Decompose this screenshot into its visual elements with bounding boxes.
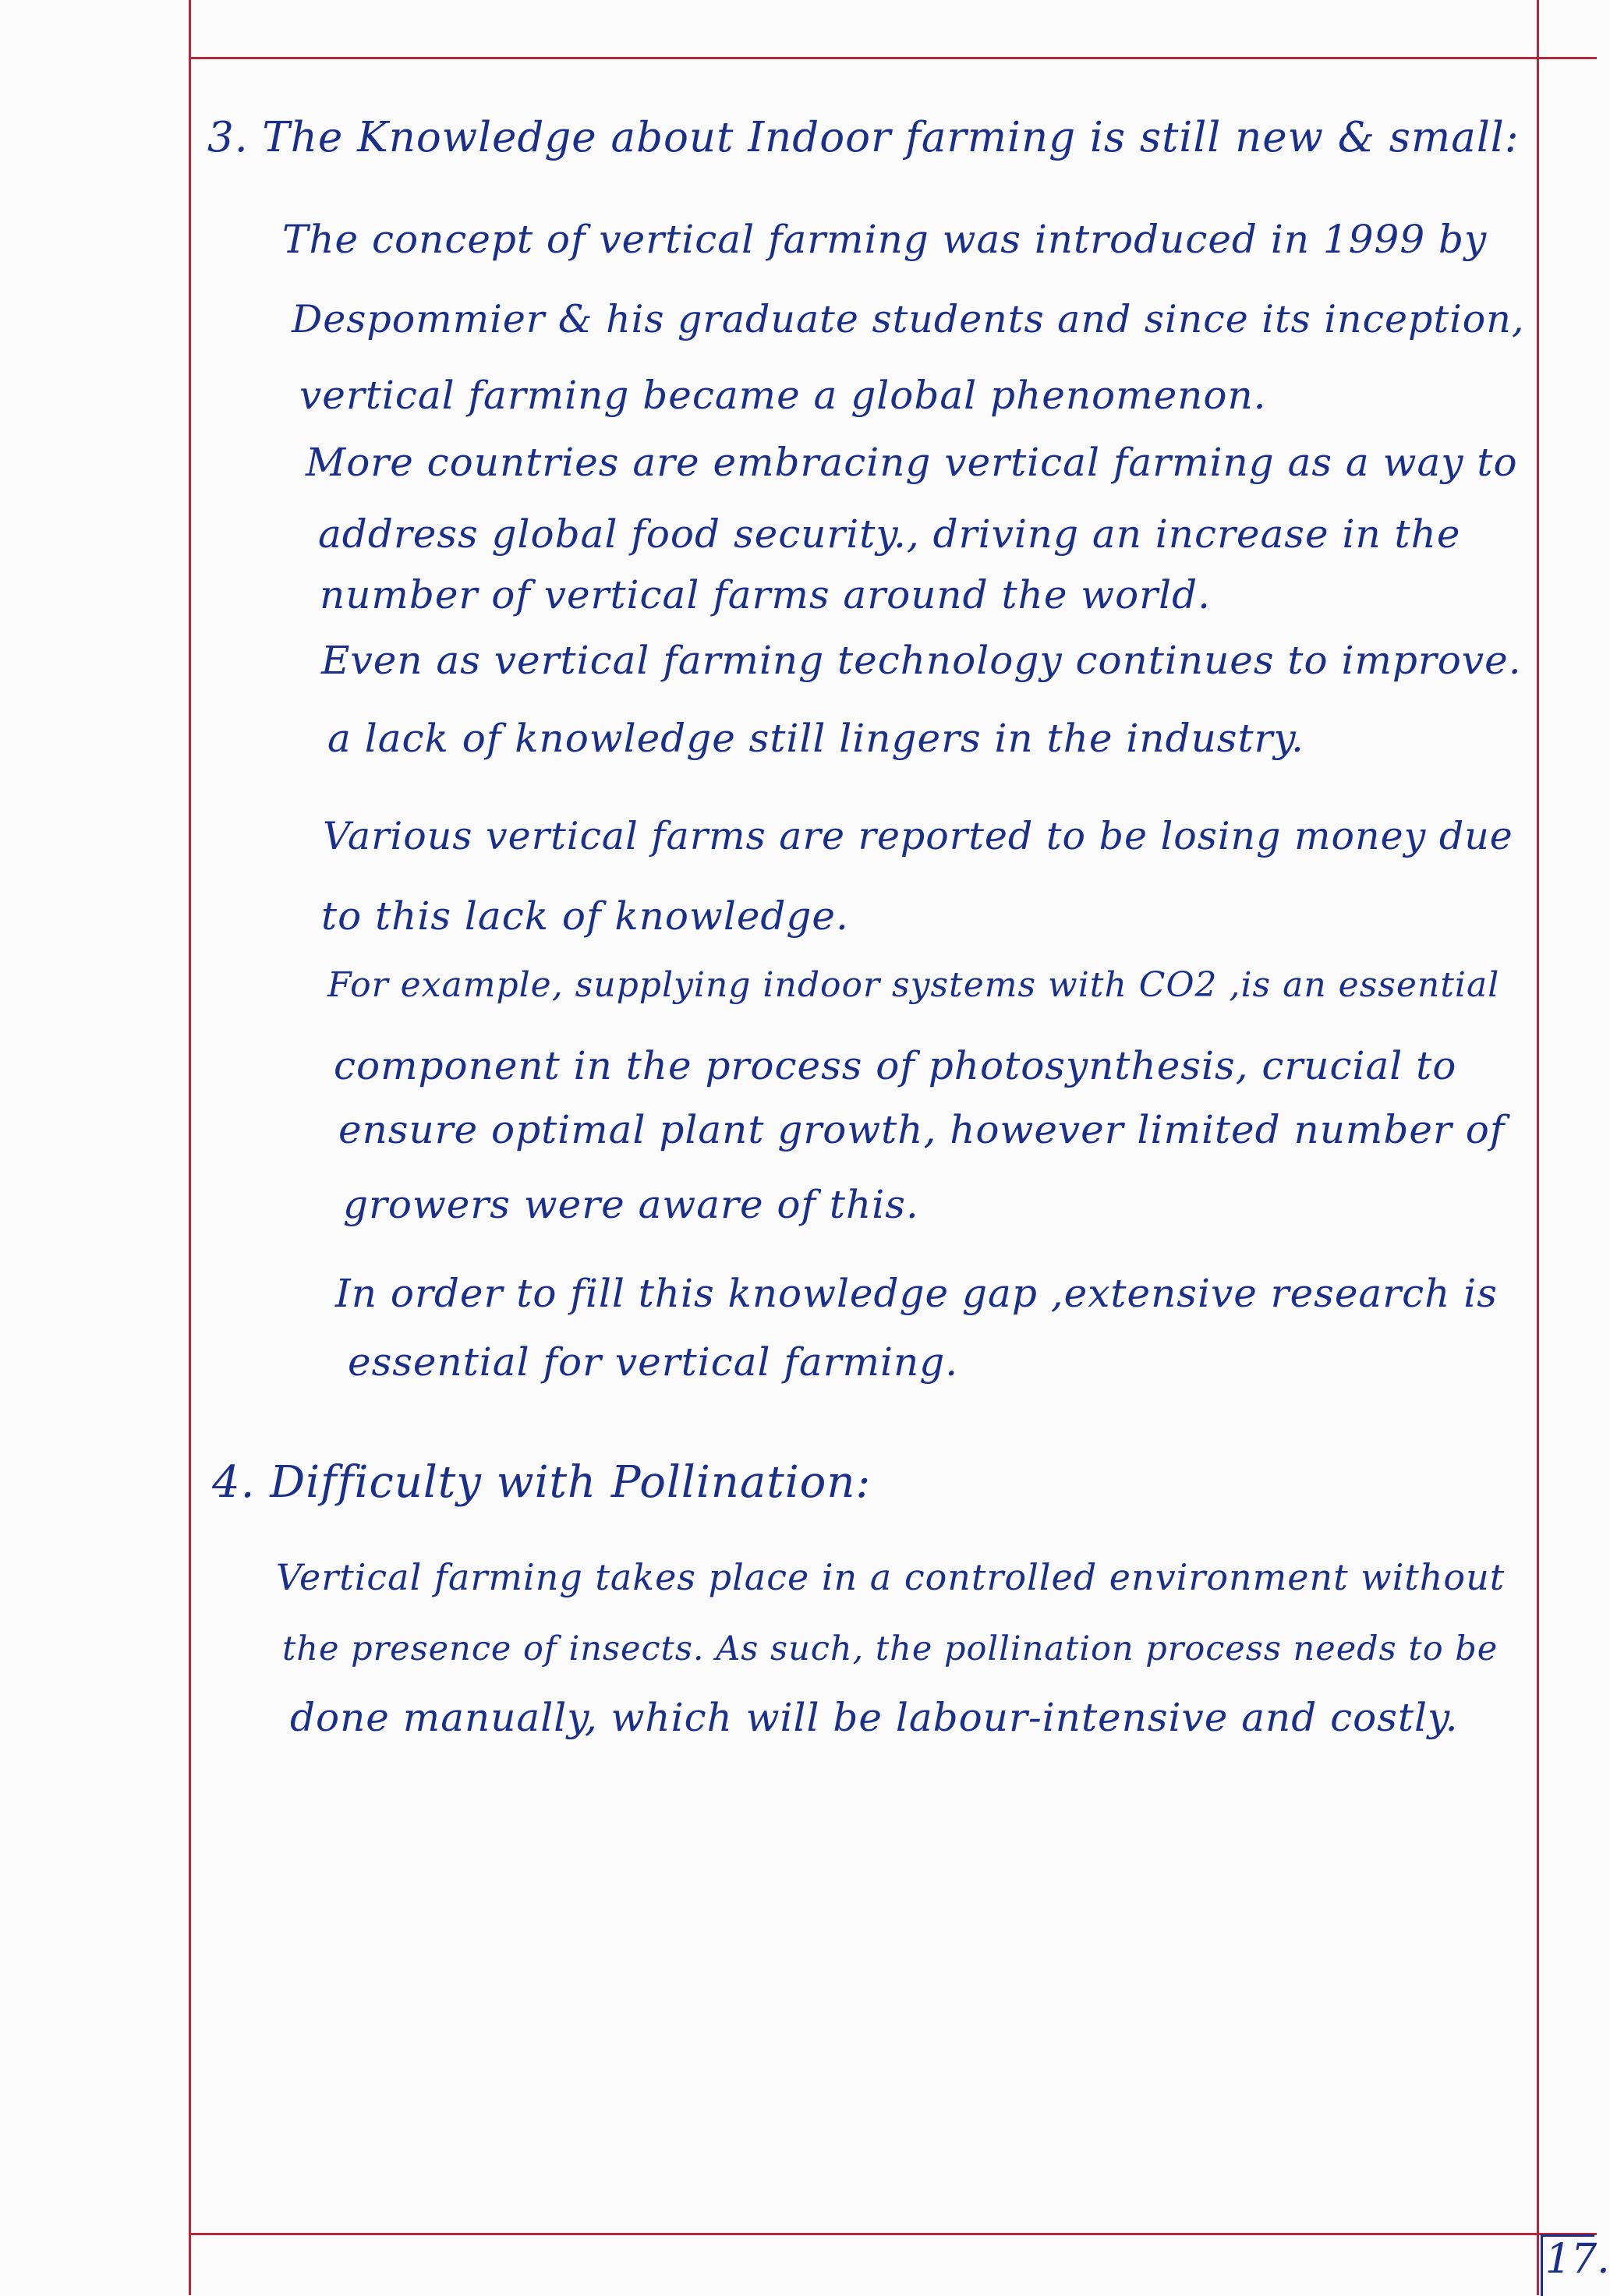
page-number: 17.	[1545, 2236, 1610, 2283]
top-margin-line	[189, 57, 1597, 59]
section-3-line: More countries are embracing vertical farming as a way to	[306, 440, 1518, 485]
section-3-line: number of vertical farms around the world.	[320, 572, 1212, 617]
section-3-line: essential for vertical farming.	[348, 1339, 959, 1385]
section-4-line: done manually, which will be labour-intensive and costly.	[290, 1695, 1459, 1740]
right-margin-line	[1537, 0, 1539, 2295]
section-3-line: vertical farming became a global phenomenon.	[299, 373, 1267, 418]
section-4-line: the presence of insects. As such, the pollination process needs to be	[282, 1629, 1499, 1668]
section-3-line: component in the process of photosynthesis, crucial to	[334, 1043, 1457, 1088]
section-3-heading: 3. The Knowledge about Indoor farming is still new & small:	[207, 114, 1520, 161]
section-3-line: to this lack of knowledge.	[321, 893, 849, 939]
section-3-line: The concept of vertical farming was introduced in 1999 by	[282, 217, 1488, 262]
section-3-line: a lack of knowledge still lingers in the industry.	[327, 716, 1304, 761]
section-3-line: ensure optimal plant growth, however limited number of	[338, 1107, 1506, 1152]
section-3-line: For example, supplying indoor systems with CO2 ,is an essential	[327, 965, 1500, 1005]
section-3-line: Despommier & his graduate students and since its inception,	[292, 297, 1525, 341]
section-4-line: Vertical farming takes place in a controlled environment without	[276, 1556, 1506, 1598]
section-3-line: Even as vertical farming technology continues to improve.	[321, 638, 1522, 683]
bottom-margin-line	[189, 2233, 1597, 2235]
left-margin-line	[189, 0, 191, 2295]
section-3-line: In order to fill this knowledge gap ,extensive research is	[335, 1271, 1498, 1316]
section-4-heading: 4. Difficulty with Pollination:	[212, 1457, 872, 1508]
section-3-line: growers were aware of this.	[343, 1182, 919, 1227]
section-3-line: Various vertical farms are reported to be losing money due	[323, 814, 1513, 858]
section-3-line: address global food security., driving an increase in the	[318, 511, 1461, 557]
